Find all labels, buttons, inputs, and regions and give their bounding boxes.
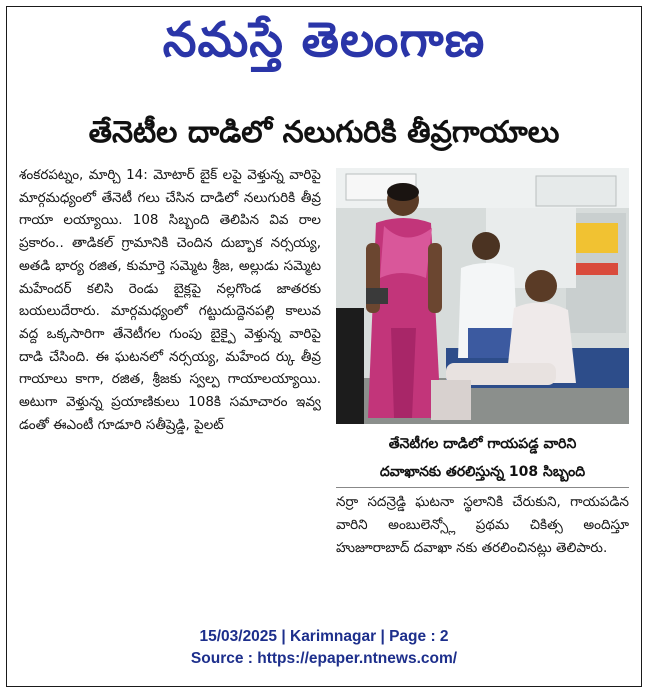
article-left-column: [19, 164, 321, 594]
article-right-column: [336, 164, 629, 604]
article-body-right: నర్రా సదన్రెడ్డి ఘటనా స్థలానికి చేరుకుని, గాయపడిన వారిని అంబులెన్స్లో ప్రథమ చికిత్స అందిస్తూ హుజూరాబాద్ దవాఖా నకు తరలించినట్లు తెలిపారు.: [336, 494, 629, 556]
photo-caption: [336, 430, 629, 486]
photo-caption-line-2: దవాఖానకు తరలిస్తున్న 108 సిబ్బంది: [379, 464, 586, 480]
caption-divider: [336, 487, 629, 488]
source-link[interactable]: Source : https://epaper.ntnews.com/: [190, 650, 458, 667]
article-body-left: శంకరపట్నం, మార్చి 14: మోటార్ బైక్ లపై వెళ్తున్న వారిపై మార్గమధ్యంలో తేనెటీ గలు చేసిన దాడిలో నలుగురికి తీవ్ర గాయా లయ్యాయి. 108 సిబ్బంది తెలిపిన వివ రాల ప్రకారం.. తాడికల్ గ్రామానికి చెందిన దుబ్బాక నర్సయ్య, అతడి భార్య రజిత, కుమార్తె సమ్మెట శ్రీజ, అల్లుడు సమ్మెట మహేందర్ కలిసి రెండు బైక్లపై నల్లగొండ జాతరకు బయలుదేరారు. మార్గమధ్యంలో గట్టుదుద్దెనపల్లి కాలువ వద్ద ఒక్కసారిగా తేనెటీగల గుంపు బైక్పై వెళ్తున్న వారిపై దాడి చేసింది. ఈ ఘటనలో నర్సయ్య, మహేంద ర్కు తీవ్ర గాయాలు కాగా, రజిత, శ్రీజకు స్వల్ప గాయాలయ్యాయి. అటుగా వెళ్తున్న ప్రయాణికులు 108కి సమాచారం ఇవ్వ డంతో ఈఎంటీ గూడూరి సతీష్రెడ్డి, పైలట్: [19, 167, 321, 433]
article-headline: తేనెటీల దాడిలో నలుగురికి తీవ్రగాయాలు: [88, 115, 560, 150]
ambulance-photo: [336, 168, 629, 424]
edition-info: 15/03/2025 | Karimnagar | Page : 2: [199, 628, 449, 645]
newspaper-masthead: నమస్తే తెలంగాణ: [162, 12, 486, 68]
photo-caption-line-1: తేనెటీగల దాడిలో గాయపడ్డ వారిని: [388, 436, 577, 452]
